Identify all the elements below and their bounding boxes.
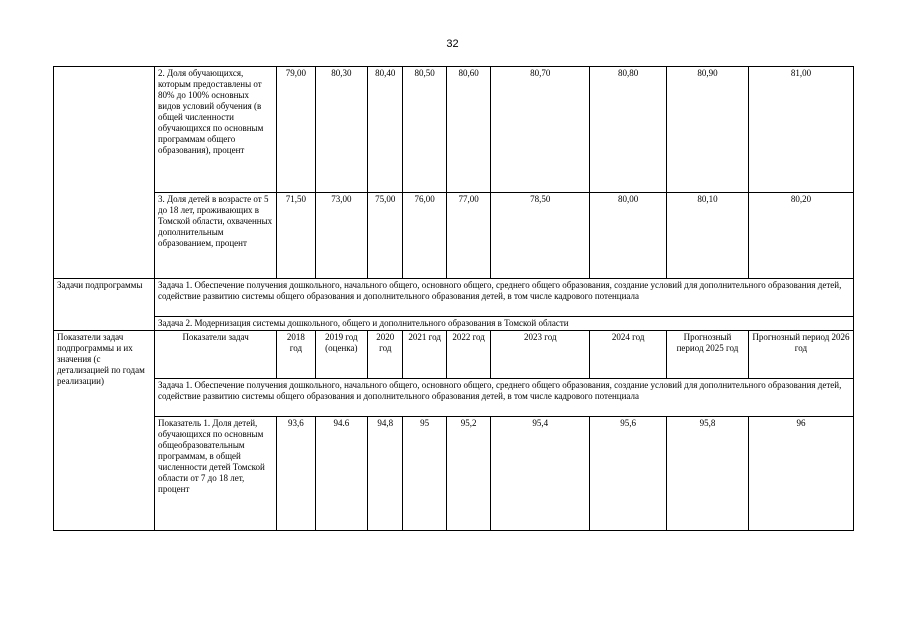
table-row bbox=[54, 193, 854, 279]
value-2018: 79,00 bbox=[277, 67, 315, 193]
table-row bbox=[54, 331, 854, 379]
value-2024: 80,80 bbox=[590, 67, 667, 193]
value-2020: 94,8 bbox=[368, 417, 403, 531]
indicator-label: Показатель 1. Доля детей, обучающихся по основным общеобразовательным программам, в общей численности детей Томской области от 7 до 18 лет, процент bbox=[155, 417, 277, 531]
header-2025: Прогнозный период 2025 год bbox=[667, 331, 749, 379]
value-2025: 80,90 bbox=[667, 67, 749, 193]
header-2024: 2024 год bbox=[590, 331, 667, 379]
value-2019: 94.6 bbox=[315, 417, 368, 531]
value-2019: 80,30 bbox=[315, 67, 368, 193]
value-2023: 80,70 bbox=[491, 67, 590, 193]
program-table bbox=[53, 66, 854, 531]
value-2019: 73,00 bbox=[315, 193, 368, 279]
header-2022: 2022 год bbox=[446, 331, 490, 379]
page-number: 32 bbox=[446, 38, 459, 50]
value-2021: 80,50 bbox=[403, 67, 446, 193]
table-row bbox=[54, 317, 854, 331]
value-2024: 80,00 bbox=[590, 193, 667, 279]
indicator-label: 2. Доля обучающихся, которым предоставлены от 80% до 100% основных видов условий обучения (в общей численности обучающихся по основным программам общего образования), процент bbox=[155, 67, 277, 193]
value-2020: 80,40 bbox=[368, 67, 403, 193]
header-2019: 2019 год (оценка) bbox=[315, 331, 368, 379]
section-label-empty bbox=[54, 67, 155, 279]
table-row bbox=[54, 379, 854, 417]
header-indicator-label: Показатели задач bbox=[155, 331, 277, 379]
task-1-text: Задача 1. Обеспечение получения дошкольного, начального общего, основного общего, среднего общего образования, создание условий для дополнительного образования детей, содействие развитию системы общего образования и дополнительного образования детей, в том числе кадрового потенциала bbox=[155, 279, 854, 317]
value-2022: 80,60 bbox=[446, 67, 490, 193]
task-2-text: Задача 2. Модернизация системы дошкольного, общего и дополнительного образования в Томской области bbox=[155, 317, 854, 331]
header-2021: 2021 год bbox=[403, 331, 446, 379]
value-2026: 81,00 bbox=[748, 67, 853, 193]
value-2021: 95 bbox=[403, 417, 446, 531]
indicator-label: 3. Доля детей в возрасте от 5 до 18 лет, проживающих в Томской области, охваченных дополнительным образованием, процент bbox=[155, 193, 277, 279]
value-2026: 80,20 bbox=[748, 193, 853, 279]
value-2018: 71,50 bbox=[277, 193, 315, 279]
value-2018: 93,6 bbox=[277, 417, 315, 531]
value-2025: 95,8 bbox=[667, 417, 749, 531]
value-2022: 95,2 bbox=[446, 417, 490, 531]
table-row bbox=[54, 279, 854, 317]
value-2025: 80,10 bbox=[667, 193, 749, 279]
value-2020: 75,00 bbox=[368, 193, 403, 279]
tasks-section-label: Задачи подпрограммы bbox=[54, 279, 155, 331]
value-2022: 77,00 bbox=[446, 193, 490, 279]
header-2020: 2020 год bbox=[368, 331, 403, 379]
table-row bbox=[54, 417, 854, 531]
table-row bbox=[54, 67, 854, 193]
value-2024: 95,6 bbox=[590, 417, 667, 531]
value-2023: 78,50 bbox=[491, 193, 590, 279]
header-2026: Прогнозный период 2026 год bbox=[748, 331, 853, 379]
indicators-section-label: Показатели задач подпрограммы и их значения (с детализацией по годам реализации) bbox=[54, 331, 155, 531]
value-2021: 76,00 bbox=[403, 193, 446, 279]
indicators-task-1-text: Задача 1. Обеспечение получения дошкольного, начального общего, основного общего, среднего общего образования, создание условий для дополнительного образования детей, содействие развитию системы общего образования и дополнительного образования детей, в том числе кадрового потенциала bbox=[155, 379, 854, 417]
value-2026: 96 bbox=[748, 417, 853, 531]
header-2023: 2023 год bbox=[491, 331, 590, 379]
value-2023: 95,4 bbox=[491, 417, 590, 531]
header-2018: 2018 год bbox=[277, 331, 315, 379]
